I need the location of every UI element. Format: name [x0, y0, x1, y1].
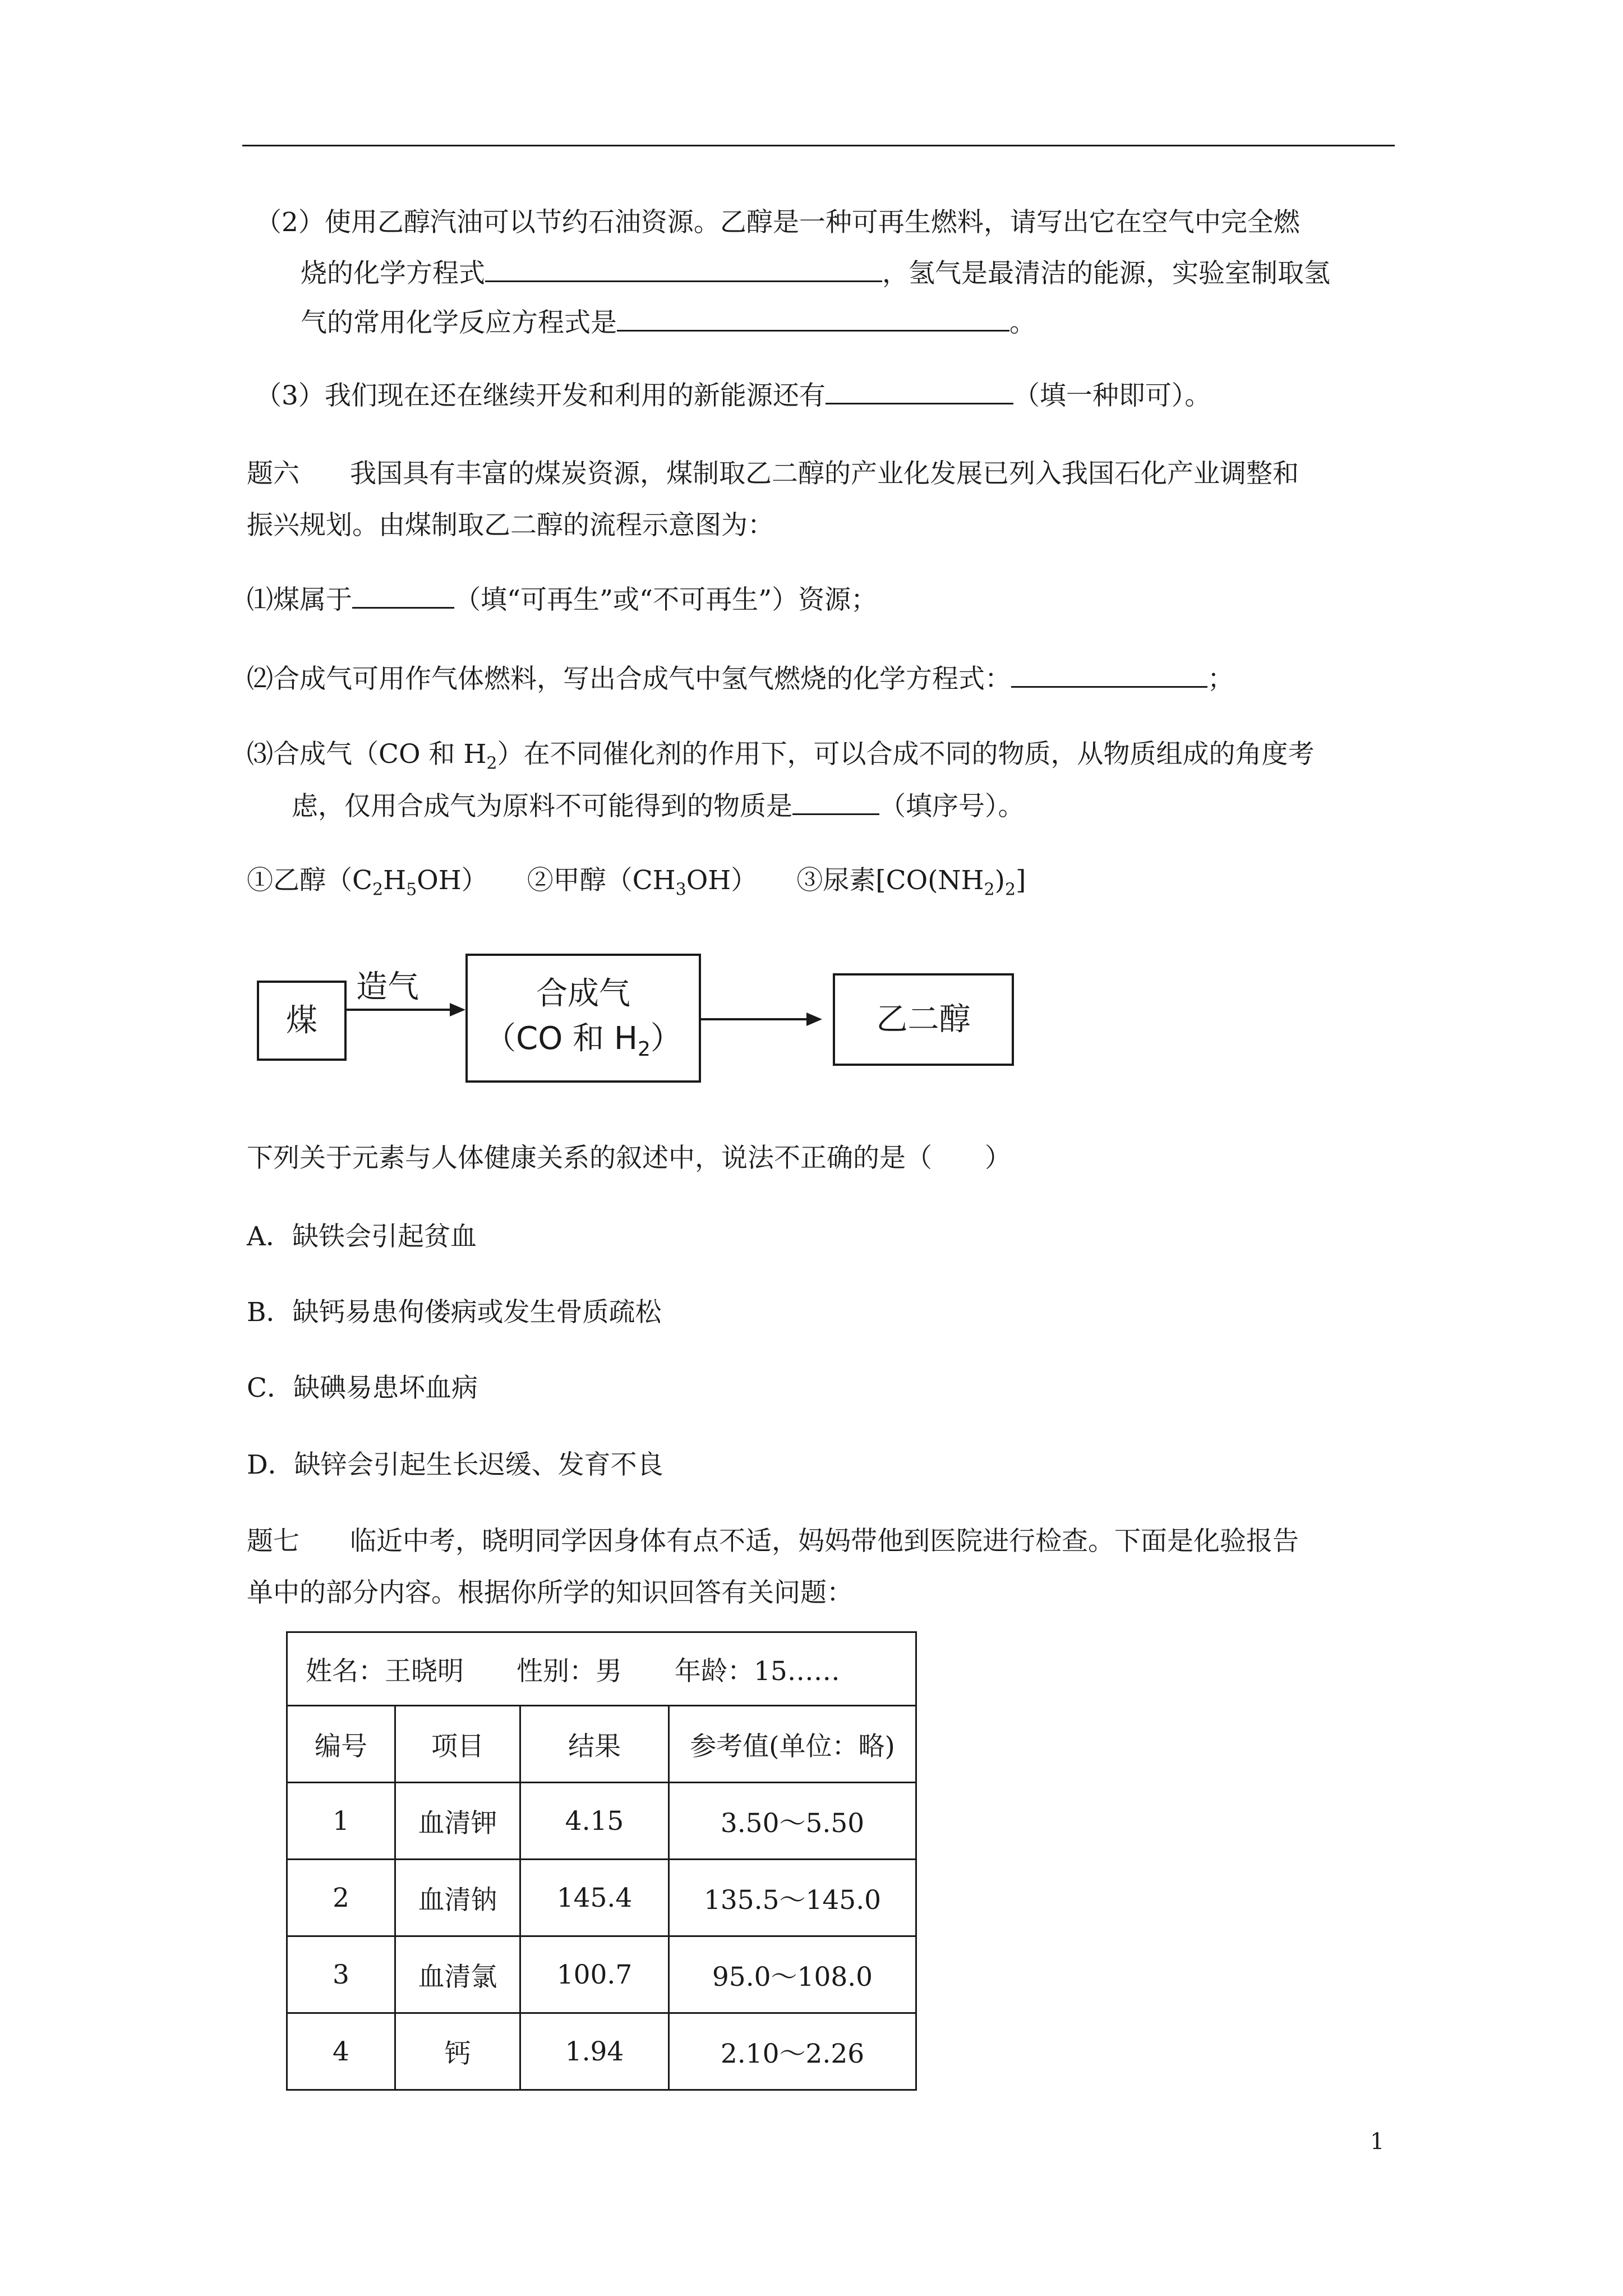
q6-option-methanol: ②甲醇$(CH_3OH)$: [527, 865, 758, 900]
flow-arrow-1: [347, 993, 465, 1027]
q7-intro-line1: [247, 1522, 1299, 1561]
q6-sub3-text-a: ⑶合成气（CO 和 H: [247, 739, 487, 770]
table-row: [287, 1936, 916, 2013]
q5-part2-line2: [301, 254, 1330, 293]
cell-reference: 135.5～145.0: [669, 1860, 916, 1936]
q5-part2-line3-text-a: 气的常用化学反应方程式是: [301, 307, 617, 338]
cell-result: 100.7: [520, 1936, 669, 2013]
flow-box-product: [833, 973, 1014, 1066]
cell-item: 血清钠: [395, 1860, 520, 1936]
mc-option-c: C．缺碘易患坏血病: [247, 1373, 478, 1404]
flow-box-product-label: 乙二醇: [876, 1001, 971, 1038]
q6-sub2-text-b: ；: [1207, 664, 1234, 694]
table-row: [287, 2013, 916, 2090]
q6-label: 题六: [247, 458, 299, 489]
cell-reference: 3.50～5.50: [669, 1783, 916, 1860]
flow-arrow-2: [701, 1002, 822, 1036]
q6-option-ethanol: ①乙醇$(C_2H_5OH)$: [247, 865, 488, 900]
mc-option-a: A．缺铁会引起贫血: [247, 1221, 477, 1252]
q6-sub3-line2: [292, 786, 1025, 826]
answer-blank-hydrogen-equation[interactable]: [617, 303, 1009, 332]
q6-sub3-line1: [247, 735, 1314, 774]
q6-options: [247, 861, 1026, 900]
q6-sub3-sub: 2: [486, 753, 497, 774]
cell-number: 2: [287, 1860, 395, 1936]
cell-result: 4.15: [520, 1783, 669, 1860]
cell-item: 钙: [395, 2013, 520, 2090]
q5-part2-line2-text-a: 烧的化学方程式: [301, 258, 485, 289]
q7-intro-text: 临近中考，晓明同学因身体有点不适，妈妈带他到医院进行检查。下面是化验报告: [350, 1526, 1299, 1557]
lab-report-table: [286, 1631, 917, 2091]
flow-box-syngas: [465, 954, 701, 1083]
q6-sub3-line2-text-a: 虑，仅用合成气为原料不可能得到的物质是: [292, 791, 792, 822]
cell-reference: 95.0～108.0: [669, 1936, 916, 2013]
mc-stem: 下列关于元素与人体健康关系的叙述中，说法不正确的是（ ）: [247, 1143, 1011, 1174]
q6-intro-line1: [247, 454, 1299, 494]
q6-sub1: [247, 580, 877, 620]
cell-item: 血清氯: [395, 1936, 520, 2013]
lab-report-patient-info: 姓名：王晓明 性别：男 年龄：15……: [287, 1632, 916, 1706]
answer-blank-ethanol-equation[interactable]: [485, 254, 882, 282]
q7-intro-line2: 单中的部分内容。根据你所学的知识回答有关问题：: [247, 1577, 853, 1608]
q6-intro-text: 我国具有丰富的煤炭资源，煤制取乙二醇的产业化发展已列入我国石化产业调整和: [350, 458, 1299, 489]
column-header-number: 编号: [287, 1706, 395, 1783]
flow-box-coal: [257, 981, 347, 1061]
table-row: [287, 1860, 916, 1936]
column-header-result: 结果: [520, 1706, 669, 1783]
q6-sub2-text-a: ⑵合成气可用作气体燃料，写出合成气中氢气燃烧的化学方程式：: [247, 664, 1011, 694]
q6-sub1-text-a: ⑴煤属于: [247, 585, 352, 615]
q5-part2-line3: [301, 303, 1036, 343]
cell-number: 4: [287, 2013, 395, 2090]
q6-sub2: [247, 659, 1234, 699]
flow-box-syngas-label: 合成气: [536, 976, 630, 1012]
answer-blank-impossible-substance[interactable]: [792, 786, 879, 815]
answer-blank-coal-type[interactable]: [352, 580, 454, 609]
flow-arrow-label: 造气: [356, 969, 419, 1005]
mc-option-b: B．缺钙易患佝偻病或发生骨质疏松: [247, 1297, 662, 1328]
lab-report-header-row: [287, 1632, 916, 1706]
column-header-item: 项目: [395, 1706, 520, 1783]
q6-option-urea: ③尿素$[CO(NH_2)_2]$: [796, 865, 1026, 900]
cell-reference: 2.10～2.26: [669, 2013, 916, 2090]
q5-part3: [255, 376, 1211, 416]
q5-part2-line1: （2）使用乙醇汽油可以节约石油资源。乙醇是一种可再生燃料，请写出它在空气中完全燃: [255, 207, 1300, 238]
q5-part3-text-a: （3）我们现在还在继续开发和利用的新能源还有: [255, 380, 826, 411]
page-number: 1: [1370, 2129, 1385, 2155]
q5-part2-line2-text-b: ，氢气是最清洁的能源，实验室制取氢: [882, 258, 1330, 289]
q6-sub3-text-b: ）在不同催化剂的作用下，可以合成不同的物质，从物质组成的角度考: [497, 739, 1315, 770]
table-row: [287, 1783, 916, 1860]
column-header-reference: 参考值(单位：略): [669, 1706, 916, 1783]
answer-blank-new-energy[interactable]: [826, 376, 1013, 404]
header-rule: [242, 145, 1395, 146]
mc-option-d: D．缺锌会引起生长迟缓、发育不良: [247, 1450, 663, 1480]
q6-sub3-line2-text-b: （填序号）。: [879, 791, 1025, 822]
answer-blank-h2-combustion[interactable]: [1011, 659, 1207, 688]
cell-result: 145.4: [520, 1860, 669, 1936]
flow-box-coal-label: 煤: [286, 1002, 317, 1039]
q6-intro-line2: 振兴规划。由煤制取乙二醇的流程示意图为：: [247, 510, 774, 541]
cell-item: 血清钾: [395, 1783, 520, 1860]
cell-result: 1.94: [520, 2013, 669, 2090]
lab-report-column-headers: [287, 1706, 916, 1783]
q5-part3-text-b: （填一种即可）。: [1013, 380, 1211, 411]
cell-number: 3: [287, 1936, 395, 2013]
q5-part2-line3-text-b: 。: [1009, 307, 1036, 338]
q6-sub1-text-b: （填“可再生”或“不可再生”）资源；: [454, 585, 878, 615]
q7-label: 题七: [247, 1526, 299, 1557]
flow-box-syngas-formula: （CO 和 $H_2$）: [485, 1020, 682, 1061]
cell-number: 1: [287, 1783, 395, 1860]
